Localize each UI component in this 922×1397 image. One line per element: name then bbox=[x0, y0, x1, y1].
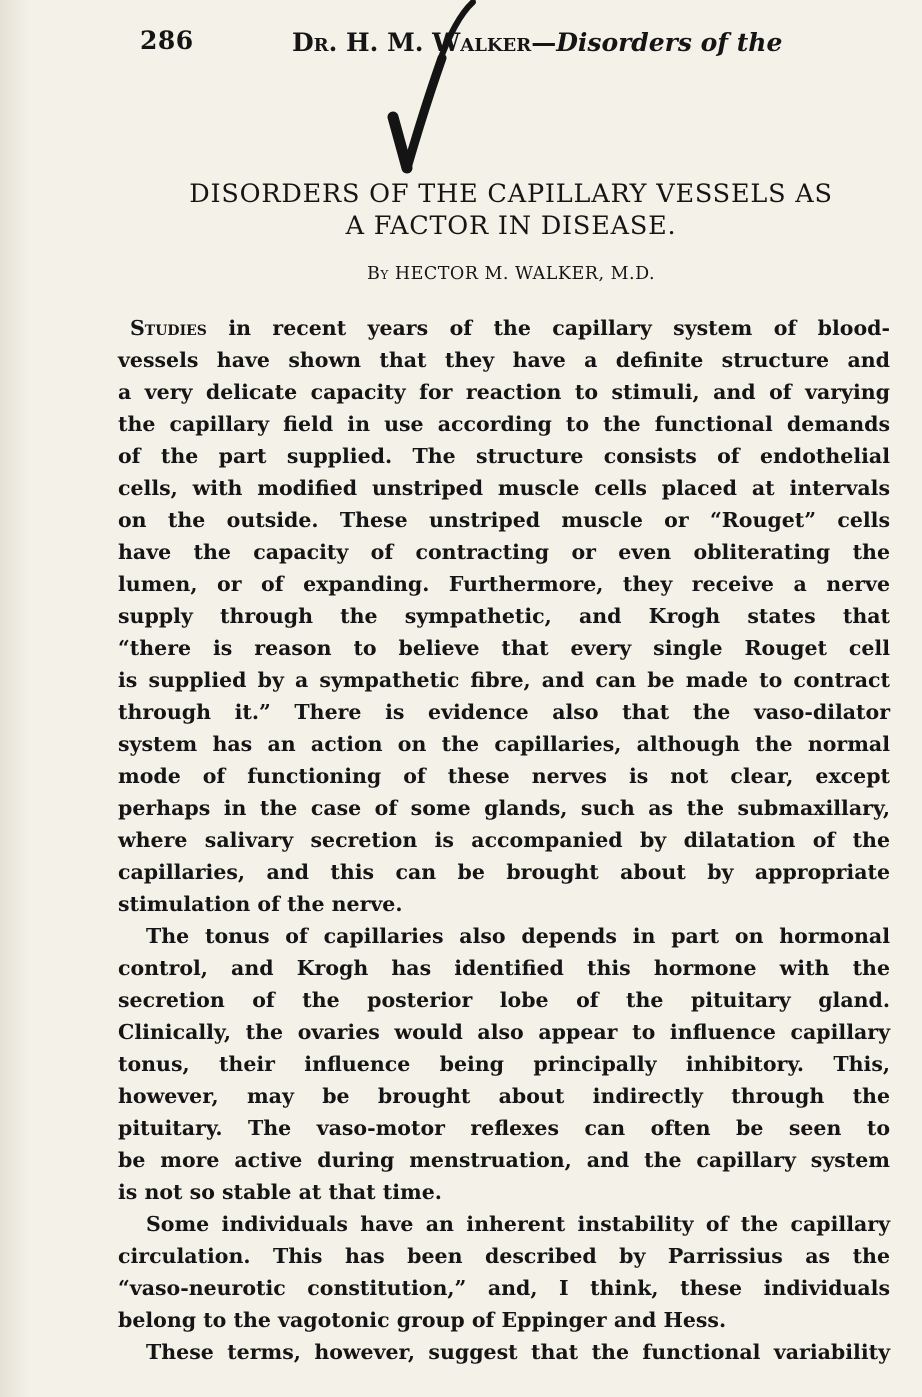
text-line: system has an action on the capillaries, although the normal bbox=[118, 732, 890, 756]
text-line: tonus, their influence being principally inhibitory. This, bbox=[118, 1052, 890, 1076]
article-title-line-2: A FACTOR IN DISEASE. bbox=[345, 211, 677, 241]
text-line: control, and Krogh has identified this hormone with the bbox=[118, 956, 890, 980]
text-line: The tonus of capillaries also depends in part on hormonal bbox=[146, 924, 890, 948]
text-line: lumen, or of expanding. Furthermore, they receive a nerve bbox=[118, 572, 890, 596]
text-line: cells, with modified unstriped muscle cells placed at intervals bbox=[118, 476, 890, 500]
page-number: 286 bbox=[140, 26, 194, 55]
text-line: These terms, however, suggest that the functional variability bbox=[146, 1340, 890, 1364]
running-head-author: Dr. H. M. Walker bbox=[292, 28, 532, 57]
running-head-subject: Disorders of the bbox=[556, 28, 783, 57]
text-line: however, may be brought about indirectly through the bbox=[118, 1084, 890, 1108]
text-line: belong to the vagotonic group of Eppinger and Hess. bbox=[118, 1308, 727, 1332]
text-line: where salivary secretion is accompanied by dilatation of the bbox=[118, 828, 890, 852]
text-line: is supplied by a sympathetic fibre, and can be made to contract bbox=[118, 668, 890, 692]
byline bbox=[100, 264, 922, 284]
text-line: be more active during menstruation, and the capillary system bbox=[118, 1148, 890, 1172]
article-title-line-1: DISORDERS OF THE CAPILLARY VESSELS AS bbox=[189, 179, 833, 209]
byline-author: HECTOR M. WALKER, M.D. bbox=[394, 264, 656, 284]
text-line: vessels have shown that they have a definite structure and bbox=[118, 348, 890, 372]
byline-by: By bbox=[366, 264, 389, 284]
text-line: secretion of the posterior lobe of the pituitary gland. bbox=[118, 988, 890, 1012]
text-line: “vaso-neurotic constitution,” and, I think, these individuals bbox=[118, 1276, 890, 1300]
text-line: Some individuals have an inherent instability of the capillary bbox=[146, 1212, 890, 1236]
text-line: through it.” There is evidence also that the vaso-dilator bbox=[118, 700, 890, 724]
running-head bbox=[292, 28, 782, 57]
text-line: stimulation of the nerve. bbox=[118, 892, 403, 916]
text-line: is not so stable at that time. bbox=[118, 1180, 442, 1204]
text-line: supply through the sympathetic, and Krogh states that bbox=[118, 604, 890, 628]
text-line: perhaps in the case of some glands, such as the submaxillary, bbox=[118, 796, 890, 820]
article-body bbox=[118, 312, 890, 1368]
text-line: Studies in recent years of the capillary system of blood- bbox=[130, 316, 890, 340]
text-line: of the part supplied. The structure consists of endothelial bbox=[118, 444, 890, 468]
text-line: the capillary field in use according to the functional demands bbox=[118, 412, 890, 436]
article-title bbox=[100, 178, 922, 242]
text-line: circulation. This has been described by Parrissius as the bbox=[118, 1244, 890, 1268]
page-gutter-shadow bbox=[0, 0, 30, 1397]
text-line: Clinically, the ovaries would also appear to influence capillary bbox=[118, 1020, 890, 1044]
running-head-separator: — bbox=[531, 28, 557, 57]
text-line: mode of functioning of these nerves is not clear, except bbox=[118, 764, 890, 788]
paragraph-lead-word: Studies bbox=[130, 316, 207, 340]
text-line: pituitary. The vaso-motor reflexes can often be seen to bbox=[118, 1116, 890, 1140]
text-line: on the outside. These unstriped muscle or “Rouget” cells bbox=[118, 508, 890, 532]
text-line: have the capacity of contracting or even obliterating the bbox=[118, 540, 890, 564]
text-line: a very delicate capacity for reaction to stimuli, and of varying bbox=[118, 380, 890, 404]
text-line: capillaries, and this can be brought about by appropriate bbox=[118, 860, 890, 884]
handwritten-check-icon bbox=[378, 0, 488, 175]
text-line: “there is reason to believe that every single Rouget cell bbox=[118, 636, 890, 660]
